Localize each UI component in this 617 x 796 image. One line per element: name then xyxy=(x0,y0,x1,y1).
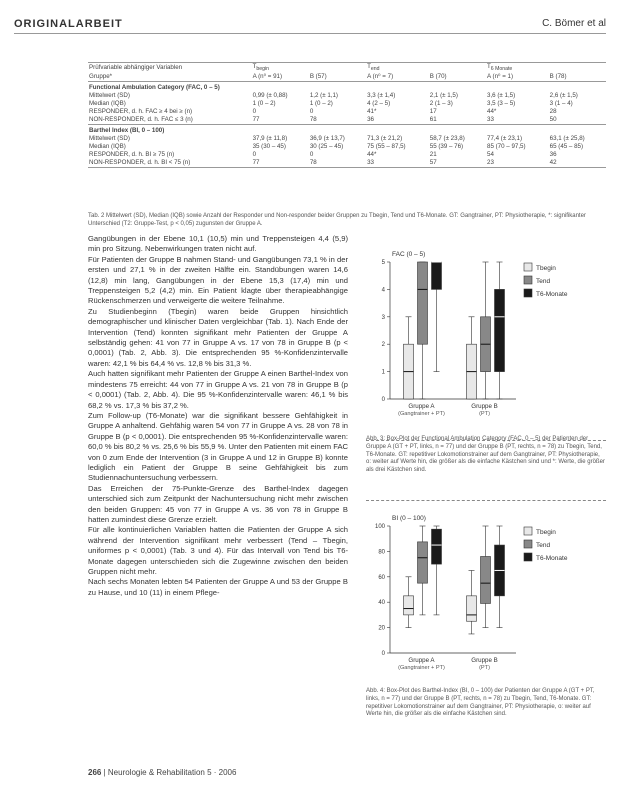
table-cell: 21 xyxy=(429,151,437,159)
table-cell: NON-RESPONDER, d. h. BI < 75 (n) xyxy=(89,159,191,167)
table-section-title: Functional Ambulation Category (FAC, 0 – 5) xyxy=(89,84,220,92)
y-tick-label: 3 xyxy=(381,314,385,321)
table-header-row xyxy=(88,73,606,82)
table-cell: 65 (45 – 85) xyxy=(549,143,584,151)
body-paragraph: Zu Studienbeginn (Tbegin) waren beide Gruppen hinsichtlich demographischer und klinischer Daten vergleichbar (Tab. 1). Nach Ende der Intervention (Tend) konnten signifikant mehr Patienten der Gruppe A selbständig gehen: 41 von 77 in Gruppe A vs. 17 von 78 in Gruppe B (p < 0,0001) (Tab. 2, Abb. 3). Die entsprechenden 95 %-Konfidenzintervalle waren: 42,1 % bis 64,4 % vs. 12,8 % bis 31,3 %. xyxy=(88,306,348,368)
x-category-label: Gruppe B xyxy=(471,657,498,664)
table-cell: Median (IQB) xyxy=(89,143,126,151)
table-cell: Mittelwert (SD) xyxy=(89,135,130,143)
table-cell: 3,6 (± 1,5) xyxy=(487,92,516,100)
table-cell: 78 xyxy=(309,116,317,124)
box-tend xyxy=(481,556,491,603)
legend-swatch xyxy=(524,289,532,297)
legend-label: Tend xyxy=(536,542,551,549)
table-cell: 3 (1 – 4) xyxy=(549,100,573,108)
y-tick-label: 1 xyxy=(381,369,385,376)
table-cell: 36,9 (± 13,7) xyxy=(309,135,345,143)
x-category-sublabel: (Gangtrainer + PT) xyxy=(398,411,445,417)
results-table xyxy=(88,62,606,168)
table-section-title: Barthel Index (BI, 0 – 100) xyxy=(89,127,165,135)
figure-bi-boxplot xyxy=(366,508,606,683)
box-t6-monate xyxy=(495,289,505,371)
box-tbegin xyxy=(467,596,477,621)
legend-label: T6-Monate xyxy=(536,555,568,562)
table-cell: 33 xyxy=(367,159,374,167)
table-row xyxy=(88,135,606,143)
figure-rule xyxy=(366,500,606,501)
table-header-cell: B (78) xyxy=(549,73,606,82)
y-tick-label: 0 xyxy=(381,397,385,403)
author-label: C. Bömer et al xyxy=(542,18,606,29)
legend-label: T6-Monate xyxy=(536,291,568,298)
table-header-cell: A (n⁰ = 91) xyxy=(252,73,309,82)
table-cell: 33 xyxy=(487,116,494,124)
table-cell: 4 (2 – 5) xyxy=(367,100,391,108)
table-header-row xyxy=(88,63,606,74)
table-header-cell: A (n⁰ = 7) xyxy=(366,73,429,82)
body-paragraph: Gangübungen in der Ebene 10,1 (10,5) min und Treppensteigen 4,4 (5,9) min pro Sitzung. Nebenwirkungen traten nicht auf. xyxy=(88,234,348,254)
table-header-cell: B (57) xyxy=(309,73,366,82)
table-header-cell: Prüfvariable abhängiger Variablen xyxy=(88,63,252,74)
body-paragraph: Auch hatten signifikant mehr Patienten der Gruppe A einen Barthel-Index von mindestens 75 erreicht: 44 von 77 in Gruppe A vs. 21 von 78 in Gruppe B (p < 0,0001) (Tab. 2, Abb. 4). Die 95 %-Konfidenzintervalle waren: 46,1 % bis 68,2 % vs. 17,3 % bis 37,2 %. xyxy=(88,369,348,410)
y-tick-label: 60 xyxy=(378,574,385,581)
table-cell: 1 (0 – 2) xyxy=(252,100,276,108)
table-cell: 2 (1 – 3) xyxy=(429,100,453,108)
table-cell: 50 xyxy=(549,116,557,124)
legend-swatch xyxy=(524,527,532,535)
table-cell: 77,4 (± 23,1) xyxy=(487,135,523,143)
box-tend xyxy=(418,262,428,344)
legend-swatch xyxy=(524,540,532,548)
table-section-row xyxy=(88,82,606,93)
table-caption: Tab. 2 Mittelwert (SD), Median (IQB) sowie Anzahl der Responder und Non-responder beider Gruppen zu Tbegin, Tend und T6-Monate. GT: Gangtrainer, PT: Physiotherapie, *: signifikanter Unterschied (T2: Gruppe-Test, p < 0,05) zugunsten der Gruppe A. xyxy=(88,213,586,227)
box-t6-monate xyxy=(432,262,442,289)
body-paragraph: Zum Follow-up (T6-Monate) war die signifikant bessere Gehfähigkeit in Gruppe A anhaltend. Gehfähig waren 54 von 77 in Gruppe A vs. 28 von 78 in Gruppe B (p < 0,0001). Die entsprechenden 95 %-Konfidenzintervalle waren: 60,0 % bis 80,2 % vs. 25,6 % bis 55,9 %. Unter den Patienten mit einem FAC von 0 zum Ende der Intervention (3 in Gruppe A und 12 in Gruppe B) konnte lediglich ein Patient der Gruppe B seine Gehfähigkeit bis zum Studiennachuntersuchung verbessern. xyxy=(88,410,349,483)
table-cell: 63,1 (± 25,8) xyxy=(549,135,585,143)
table-header-cell: $T_{begin}$ xyxy=(252,63,309,74)
table-cell: RESPONDER, d. h. BI ≥ 75 (n) xyxy=(89,151,175,159)
y-tick-label: 5 xyxy=(381,260,385,266)
legend-swatch xyxy=(524,276,532,284)
y-tick-label: 100 xyxy=(374,524,385,530)
table-row xyxy=(88,116,606,125)
table-cell: 0 xyxy=(252,108,257,116)
y-tick-label: 0 xyxy=(381,651,385,657)
table-cell: 71,3 (± 21,2) xyxy=(367,135,403,143)
x-category-sublabel: (Gangtrainer + PT) xyxy=(398,665,445,671)
table-cell: 3,5 (3 – 5) xyxy=(487,100,516,108)
x-category-label: Gruppe B xyxy=(471,403,498,410)
table-row xyxy=(88,151,606,159)
legend-label: Tend xyxy=(536,278,551,285)
figure-b-caption: Abb. 4: Box-Plot des Barthel-Index (BI, 0 – 100) der Patienten der Gruppe A (GT + PT, links, n = 77) und der Gruppe B (PT, rechts, n = 78) zu Tbegin, Tend, T6-Monate. GT: repetitiver Lokomotionstrainer auf dem Gangtrainer, PT: Physiotherapie, o: weiter auf Werte hin, die größer als die einfache Kästchen sind. xyxy=(366,688,595,718)
table-cell: 23 xyxy=(487,159,494,167)
body-paragraph: Für alle kontinuierlichen Variablen hatten die Patienten der Gruppe A sich während der Intervention signifikant mehr verbessert (Tend – Tbegin, uniformes p < 0,0001) (Tab. 3 und 4). Für das Intervall von Tend bis T6-Monate dagegen unterschieden sich die Zugewinne zwischen den beiden Gruppen nicht mehr. xyxy=(88,525,348,576)
page-footer: 266 | Neurologie & Rehabilitation 5 · 2006 xyxy=(88,768,237,777)
x-category-sublabel: (PT) xyxy=(479,411,490,417)
table-cell: 30 (25 – 45) xyxy=(309,143,344,151)
table-cell: 37,9 (± 11,8) xyxy=(252,135,288,143)
body-text-column xyxy=(88,234,348,598)
table-cell: 2,1 (± 1,5) xyxy=(429,92,458,100)
legend-label: Tbegin xyxy=(536,529,556,536)
legend-swatch xyxy=(524,263,532,271)
table-cell: 28 xyxy=(549,108,557,116)
y-tick-label: 40 xyxy=(378,600,385,607)
body-paragraph: Nach sechs Monaten lebten 54 Patienten der Gruppe A und 53 der Gruppe B zu Hause, und 10 (11) in einem Pflege- xyxy=(88,577,348,597)
table-row xyxy=(88,143,606,151)
table-cell: 17 xyxy=(429,108,437,116)
y-tick-label: 4 xyxy=(381,287,385,294)
table-cell: 0 xyxy=(252,151,257,159)
table-cell: 55 (39 – 76) xyxy=(429,143,464,151)
table-cell: 77 xyxy=(252,116,260,124)
legend-label: Tbegin xyxy=(536,265,556,272)
legend-swatch xyxy=(524,553,532,561)
table-cell: Mittelwert (SD) xyxy=(89,92,130,100)
table-cell: 61 xyxy=(429,116,437,124)
table-header-cell: $T_{6 Monate}$ xyxy=(486,63,549,74)
table-row xyxy=(88,100,606,108)
box-tend xyxy=(418,542,428,583)
table-section-row xyxy=(88,125,606,136)
table-cell: 58,7 (± 23,8) xyxy=(429,135,465,143)
table-cell: 42 xyxy=(549,159,557,167)
table-cell: 54 xyxy=(487,151,494,159)
table-cell: 44* xyxy=(367,151,377,159)
table-cell: 36 xyxy=(367,116,374,124)
box-t6-monate xyxy=(432,529,442,564)
table-cell: 41* xyxy=(367,108,377,116)
table-cell: 36 xyxy=(549,151,557,159)
header-rule xyxy=(14,33,606,34)
box-tbegin xyxy=(404,596,414,615)
figure-fac-boxplot xyxy=(366,244,606,429)
table-cell: 35 (30 – 45) xyxy=(252,143,286,151)
table-cell: 44* xyxy=(487,108,497,116)
table-cell: 0 xyxy=(309,108,314,116)
table-cell: 77 xyxy=(252,159,260,167)
y-tick-label: 2 xyxy=(381,342,385,349)
running-header xyxy=(14,18,606,32)
table-cell: 3,3 (± 1,4) xyxy=(367,92,396,100)
table-cell: 75 (55 – 87,5) xyxy=(367,143,406,151)
x-category-label: Gruppe A xyxy=(408,403,435,410)
table-cell: 57 xyxy=(429,159,437,167)
body-paragraph: Für Patienten der Gruppe B nahmen Stand- und Gangübungen 73,1 % in der ersten und 27,1 % in der zweiten Hälfte ein. Standübungen waren 14,6 (12,8) min lang, Gangübungen in der Ebene 15,3 (17,4) min und Treppensteigen 5,2 (4,2) min. Ein Patient klagte über therapieabhängige Rückenschmerzen und verweigerte die weitere Teilnahme. xyxy=(88,254,348,306)
table-cell: RESPONDER, d. h. FAC ≥ 4 bei ≥ (n) xyxy=(89,108,193,116)
table-row xyxy=(88,92,606,100)
page-number: 266 xyxy=(88,768,102,777)
x-category-sublabel: (PT) xyxy=(479,665,490,671)
table-header-cell: B (70) xyxy=(429,73,486,82)
table-cell: 78 xyxy=(309,159,317,167)
journal-name: Neurologie & Rehabilitation 5 · 2006 xyxy=(107,768,237,777)
table-header-cell: Gruppe* xyxy=(88,73,252,82)
table-cell: Median (IQB) xyxy=(89,100,126,108)
y-tick-label: 20 xyxy=(378,625,385,632)
figure-a-caption: Abb. 3: Box-Plot der Functional Ambulation Category (FAC, 0 – 5) der Patienten der Gruppe A (GT + PT, links, n = 77) und der Gruppe B (PT, rechts, n = 78) zu Tbegin, Tend, T6-Monate. GT: repetitiver Lokomotionstrainer auf dem Gangtrainer, PT: Physiotherapie, o: weiter auf Werte hin, die größer als die einfache Kästchen sind und *: Werte, die größer als drei Kästchen sind. xyxy=(366,436,605,474)
table-cell: 1,2 (± 1,1) xyxy=(309,92,338,100)
table-cell: 2,6 (± 1,5) xyxy=(549,92,578,100)
fac-boxplot-svg xyxy=(366,244,606,429)
x-category-label: Gruppe A xyxy=(408,657,435,664)
bi-boxplot-svg xyxy=(366,508,606,683)
table-cell: 0 xyxy=(309,151,314,159)
y-axis-label: BI (0 – 100) xyxy=(392,515,426,522)
table-cell: 85 (70 – 97,5) xyxy=(487,143,526,151)
table-header-cell: A (n⁰ = 1) xyxy=(486,73,549,82)
section-title: ORIGINALARBEIT xyxy=(14,18,123,30)
table-row xyxy=(88,108,606,116)
y-axis-label: FAC (0 – 5) xyxy=(392,251,426,258)
table-cell: NON-RESPONDER, d. h. FAC ≤ 3 (n) xyxy=(89,116,193,124)
table-header-cell: $T_{end}$ xyxy=(366,63,429,74)
table-cell: 1 (0 – 2) xyxy=(309,100,333,108)
table-cell: 0,99 (± 0,88) xyxy=(252,92,288,100)
table-row xyxy=(88,159,606,168)
y-tick-label: 80 xyxy=(378,549,385,556)
body-paragraph: Das Erreichen der 75-Punkte-Grenze des Barthel-Index dagegen unterschied sich zum Zeitpunkt der Nachuntersuchung nicht mehr zwischen den beiden Gruppen: 45 von 77 in Gruppe A vs. 36 von 78 in Gruppe B hatten zumindest diese Grenze erzielt. xyxy=(88,483,348,524)
